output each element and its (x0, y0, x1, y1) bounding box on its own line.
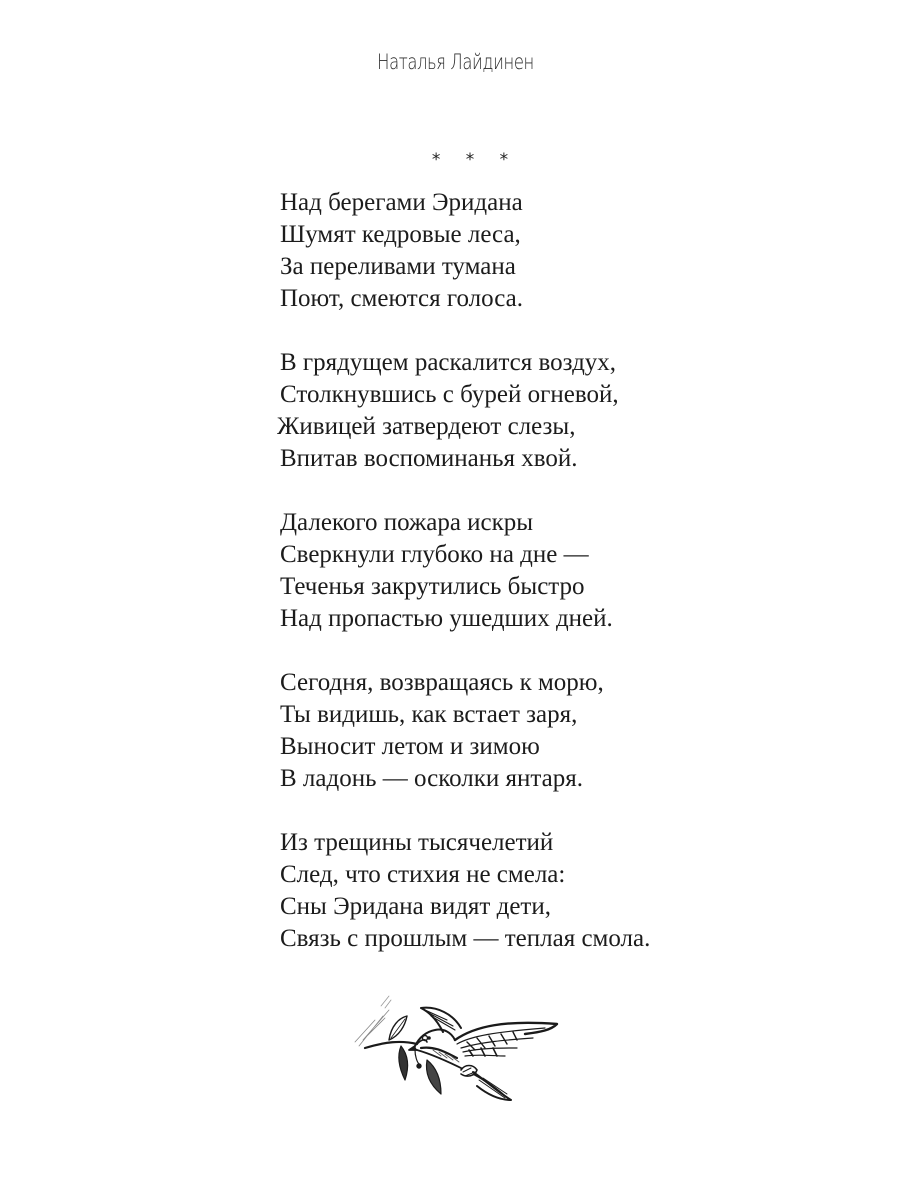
section-separator: * * * (431, 150, 519, 170)
running-head-author: Наталья Лайдинен (377, 50, 534, 74)
stanza-4 (280, 667, 780, 795)
poem-line: Впитав воспоминанья хвой. (280, 445, 578, 472)
poem-line: За переливами тумана (280, 253, 516, 280)
poem-line: Над пропастью ушедших дней. (280, 605, 613, 632)
poem-line: Столкнувшись с бурей огневой, (280, 381, 619, 408)
poem-line: Из трещины тысячелетий (280, 829, 554, 856)
poem-line: Поют, смеются голоса. (280, 285, 524, 312)
poem-line: Выносит летом и зимою (280, 733, 540, 760)
stanza-3 (280, 507, 780, 635)
poem-line: Живицей затвердеют слезы, (277, 413, 576, 440)
poem-line: Ты видишь, как встает заря, (280, 701, 578, 728)
poem-line: Сегодня, возвращаясь к морю, (280, 669, 604, 696)
stanza-2 (277, 347, 780, 475)
poem-line: В ладонь — осколки янтаря. (280, 765, 583, 792)
poem-line: Над берегами Эридана (280, 189, 523, 216)
poem (277, 187, 780, 987)
poem-line: След, что стихия не смела: (280, 861, 566, 888)
stanza-5 (280, 827, 780, 955)
poem-line: Шумят кедровые леса, (280, 221, 521, 248)
poem-line: Сны Эридана видят дети, (280, 893, 551, 920)
dove-with-olive-branch-icon (345, 990, 565, 1110)
poem-line: Далекого пожара искры (280, 509, 534, 536)
stanza-1 (280, 187, 780, 315)
poem-line: Сверкнули глубоко на дне — (280, 541, 589, 568)
poem-line: Связь с прошлым — теплая смола. (280, 925, 651, 952)
poem-line: Теченья закрутились быстро (280, 573, 585, 600)
poem-line: В грядущем раскалится воздух, (280, 349, 617, 376)
